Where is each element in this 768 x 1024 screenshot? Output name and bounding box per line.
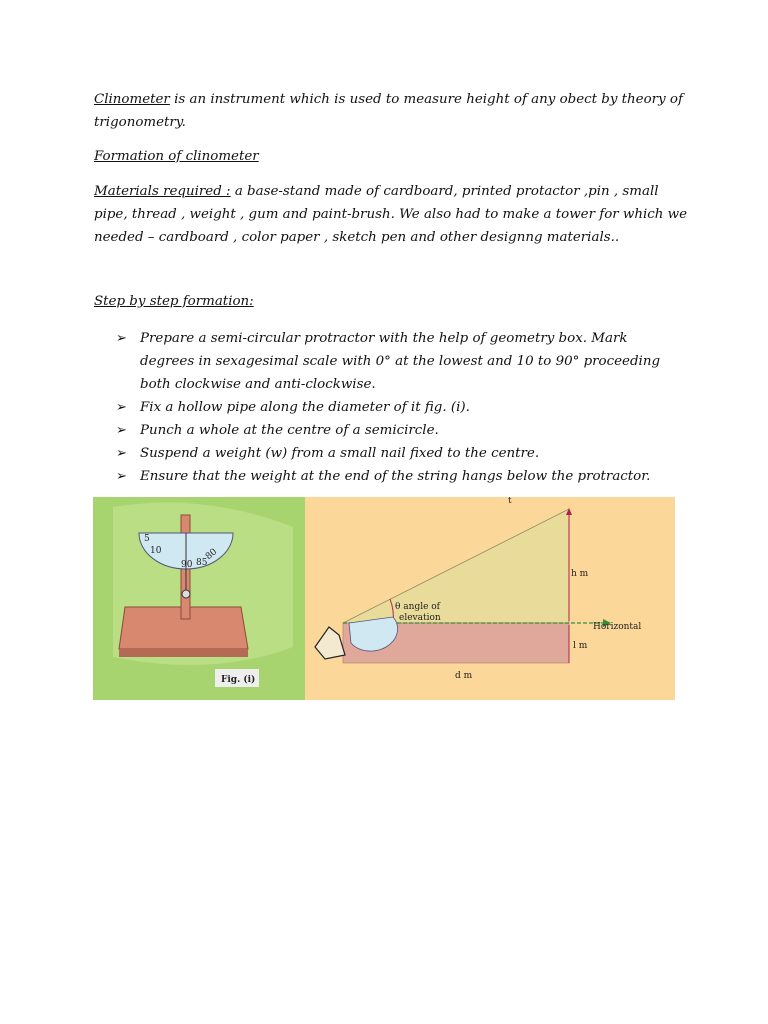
list-item: ➢ Fix a hollow pipe along the diameter of it fig. (i). bbox=[116, 396, 676, 419]
steps-heading: Step by step formation: bbox=[94, 294, 254, 309]
list-item: ➢ Ensure that the weight at the end of the string hangs below the protractor. bbox=[116, 465, 676, 488]
intro-term: Clinometer bbox=[94, 92, 170, 107]
protractor-mark: 85 bbox=[196, 558, 208, 568]
list-item: ➢ Suspend a weight (w) from a small nail fixed to the centre. bbox=[116, 442, 676, 465]
eye-height-label: l m bbox=[573, 641, 588, 651]
horizontal-label: Horizontal bbox=[593, 622, 642, 632]
stand-base-side bbox=[119, 649, 248, 657]
distance-label: d m bbox=[455, 671, 473, 681]
height-label: h m bbox=[571, 569, 589, 579]
arrow-bullet-icon: ➢ bbox=[116, 400, 127, 415]
steps-list bbox=[116, 327, 676, 488]
protractor-mark: 80 bbox=[203, 547, 220, 563]
small-mark: t bbox=[508, 497, 512, 506]
list-item: ➢ Punch a whole at the centre of a semicircle. bbox=[116, 419, 676, 442]
angle-label-line1: θ angle of bbox=[395, 602, 441, 612]
angle-label-line2: elevation bbox=[399, 613, 441, 623]
formation-heading: Formation of clinometer bbox=[94, 149, 259, 164]
intro-text: is an instrument which is used to measure height of any obect by theory of trigonometry. bbox=[94, 92, 683, 130]
list-item: ➢ Prepare a semi-circular protractor with the help of geometry box. Mark degrees in sexagesimal scale with 0° at the lowest and 10 to 90° proceeding both clockwise and anti-clockwise. bbox=[116, 327, 676, 396]
protractor-mark: 10 bbox=[150, 546, 162, 556]
arrow-bullet-icon: ➢ bbox=[116, 446, 127, 461]
arrow-bullet-icon: ➢ bbox=[116, 423, 127, 438]
arrow-bullet-icon: ➢ bbox=[116, 469, 127, 484]
clinometer-figure bbox=[93, 497, 675, 700]
protractor-mark: 5 bbox=[144, 534, 150, 544]
figure-caption: Fig. (i) bbox=[221, 675, 256, 685]
pivot-pin bbox=[182, 590, 190, 598]
intro-paragraph bbox=[94, 88, 694, 134]
materials-text: a base-stand made of cardboard, printed protactor ,pin , small pipe, thread , weight , gum and paint-brush. We also had to make a tower for which we needed – cardboard , color paper , sketch pen and other designng materials.. bbox=[94, 184, 688, 245]
materials-paragraph bbox=[94, 180, 694, 249]
protractor-mark: 90 bbox=[181, 560, 193, 570]
materials-label: Materials required : bbox=[94, 184, 231, 199]
arrow-bullet-icon: ➢ bbox=[116, 331, 127, 346]
